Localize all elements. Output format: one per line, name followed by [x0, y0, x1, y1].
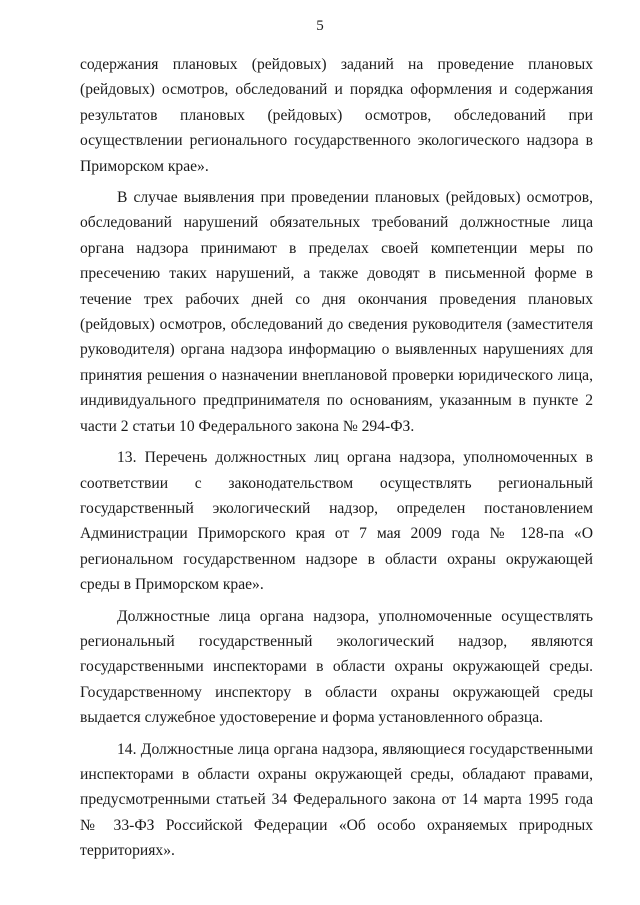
document-body [80, 52, 593, 864]
paragraph-1-continuation: содержания плановых (рейдовых) заданий на проведение плановых (рейдовых) осмотров, обследований и порядка оформления и содержания результатов плановых (рейдовых) осмотров, обследований при осуществлении регионального государственного экологического надзора в Приморском крае». [80, 56, 593, 175]
paragraph-inspectors: Должностные лица органа надзора, уполномоченные осуществлять региональный государственный экологический надзор, являются государственными инспекторами в области охраны окружающей среды. Государственному инспектору в области охраны окружающей среды выдается служебное удостоверение и форма установленного образца. [80, 607, 593, 727]
paragraph-clause-14: 14. Должностные лица органа надзора, являющиеся государственными инспекторами в области охраны окружающей среды, обладают правами, предусмотренными статьей 34 Федерального закона от 14 марта 1995 года № 33-ФЗ Российской Федерации «Об особо охраняемых природных территориях». [80, 740, 593, 860]
page-number: 5 [316, 18, 324, 34]
paragraph-violations: В случае выявления при проведении плановых (рейдовых) осмотров, обследований нарушений обязательных требований должностные лица органа надзора принимают в пределах своей компетенции меры по пресечению таких нарушений, а также доводят в письменной форме в течение трех рабочих дней со дня окончания проведения плановых (рейдовых) осмотров, обследований до сведения руководителя (заместителя руководителя) органа надзора информацию о выявленных нарушениях для принятия решения о назначении внеплановой проверки юридического лица, индивидуального предпринимателя по основаниям, указанным в пункте 2 части 2 статьи 10 Федерального закона № 294-ФЗ. [80, 189, 593, 435]
paragraph-clause-13: 13. Перечень должностных лиц органа надзора, уполномоченных в соответствии с законодательством осуществлять региональный государственный экологический надзор, определен постановлением Администрации Приморского края от 7 мая 2009 года № 128-па «О региональном государственном надзоре в области охраны окружающей среды в Приморском крае». [80, 449, 593, 594]
